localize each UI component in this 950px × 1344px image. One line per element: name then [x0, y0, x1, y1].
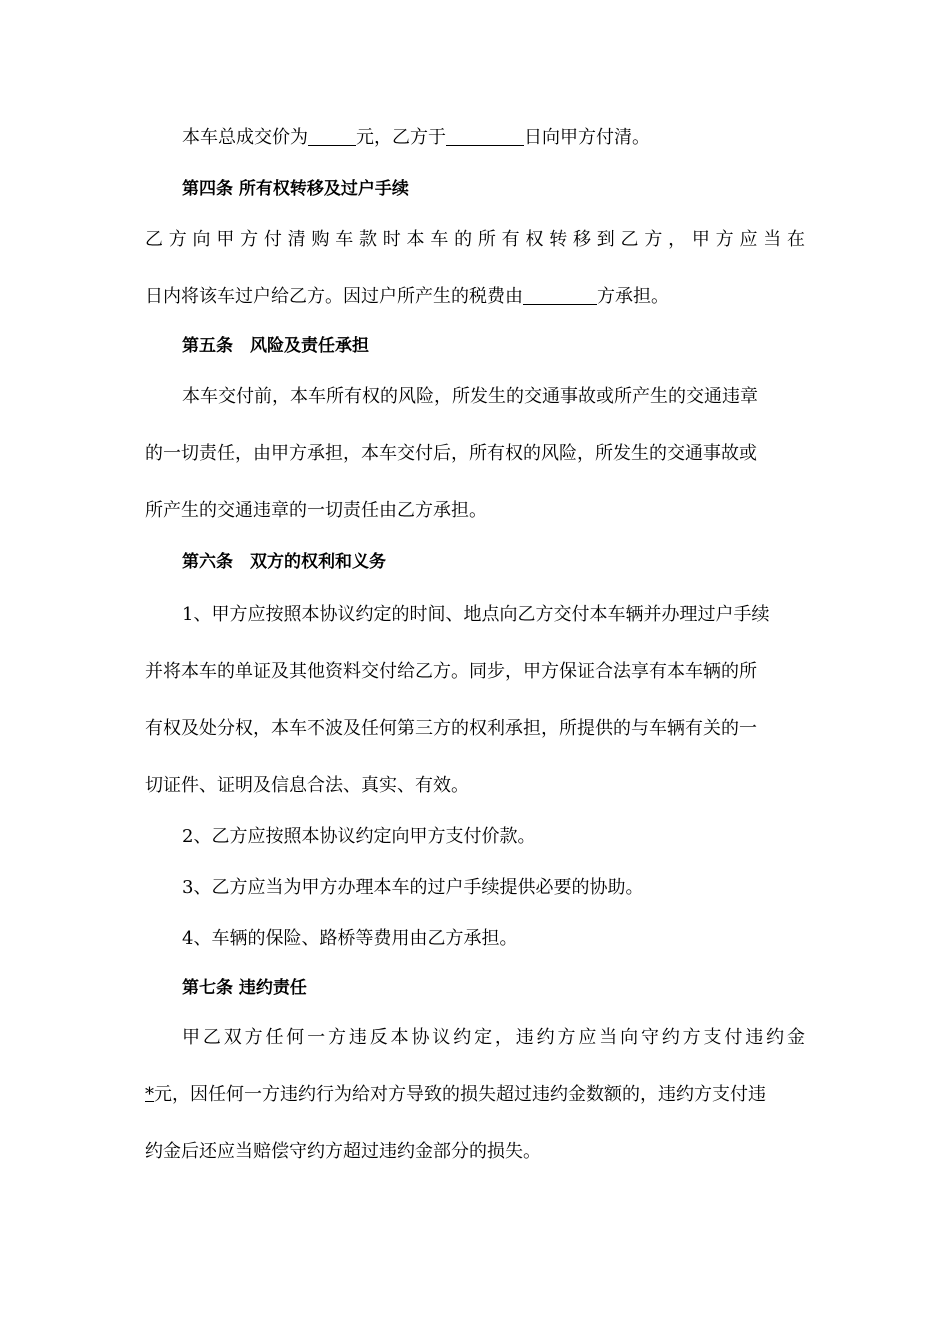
paragraph-ownership-line-1: 乙方向甲方付清购车款时本车的所有权转移到乙方，甲方应当在 — [145, 229, 805, 250]
paragraph-obligation-1-line-4: 切证件、证明及信息合法、真实、有效。 — [145, 775, 469, 796]
fill-blank-price — [308, 127, 356, 146]
paragraph-breach-line-2 — [145, 1083, 805, 1107]
paragraph-obligation-1-line-3: 有权及处分权，本车不波及任何第三方的权利承担，所提供的与车辆有关的一 — [145, 718, 757, 739]
text-segment: 方承担。 — [597, 286, 669, 307]
fill-blank-date — [446, 127, 524, 146]
text-segment: 元，乙方于 — [356, 127, 446, 148]
fill-blank-penalty: * — [145, 1084, 154, 1105]
paragraph-obligation-4: 4、车辆的保险、路桥等费用由乙方承担。 — [182, 928, 518, 949]
text-segment: 本车总成交价为 — [182, 127, 308, 148]
paragraph-risk-line-1: 本车交付前，本车所有权的风险，所发生的交通事故或所产生的交通违章 — [182, 386, 758, 407]
paragraph-total-price — [182, 126, 842, 150]
section-heading-7: 第七条 违约责任 — [182, 978, 307, 998]
paragraph-breach-line-3: 约金后还应当赔偿守约方超过违约金部分的损失。 — [145, 1141, 541, 1162]
paragraph-breach-line-1: 甲乙双方任何一方违反本协议约定，违约方应当向守约方支付违约金 — [182, 1027, 805, 1048]
text-segment: 元，因任何一方违约行为给对方导致的损失超过违约金数额的，违约方支付违 — [154, 1084, 766, 1105]
text-segment: 日内将该车过户给乙方。因过户所产生的税费由 — [145, 286, 523, 307]
section-heading-5: 第五条 风险及责任承担 — [182, 336, 369, 356]
text-segment: 日向甲方付清。 — [524, 127, 650, 148]
paragraph-obligation-1-line-1: 1、甲方应按照本协议约定的时间、地点向乙方交付本车辆并办理过户手续 — [182, 604, 770, 625]
section-heading-4: 第四条 所有权转移及过户手续 — [182, 179, 409, 199]
fill-blank-tax-party — [523, 286, 597, 305]
paragraph-risk-line-2: 的一切责任，由甲方承担，本车交付后，所有权的风险，所发生的交通事故或 — [145, 443, 757, 464]
paragraph-obligation-2: 2、乙方应按照本协议约定向甲方支付价款。 — [182, 826, 536, 847]
paragraph-obligation-3: 3、乙方应当为甲方办理本车的过户手续提供必要的协助。 — [182, 877, 644, 898]
paragraph-risk-line-3: 所产生的交通违章的一切责任由乙方承担。 — [145, 500, 487, 521]
paragraph-obligation-1-line-2: 并将本车的单证及其他资料交付给乙方。同步，甲方保证合法享有本车辆的所 — [145, 661, 757, 682]
paragraph-ownership-line-2 — [145, 285, 805, 309]
section-heading-6: 第六条 双方的权利和义务 — [182, 552, 386, 572]
